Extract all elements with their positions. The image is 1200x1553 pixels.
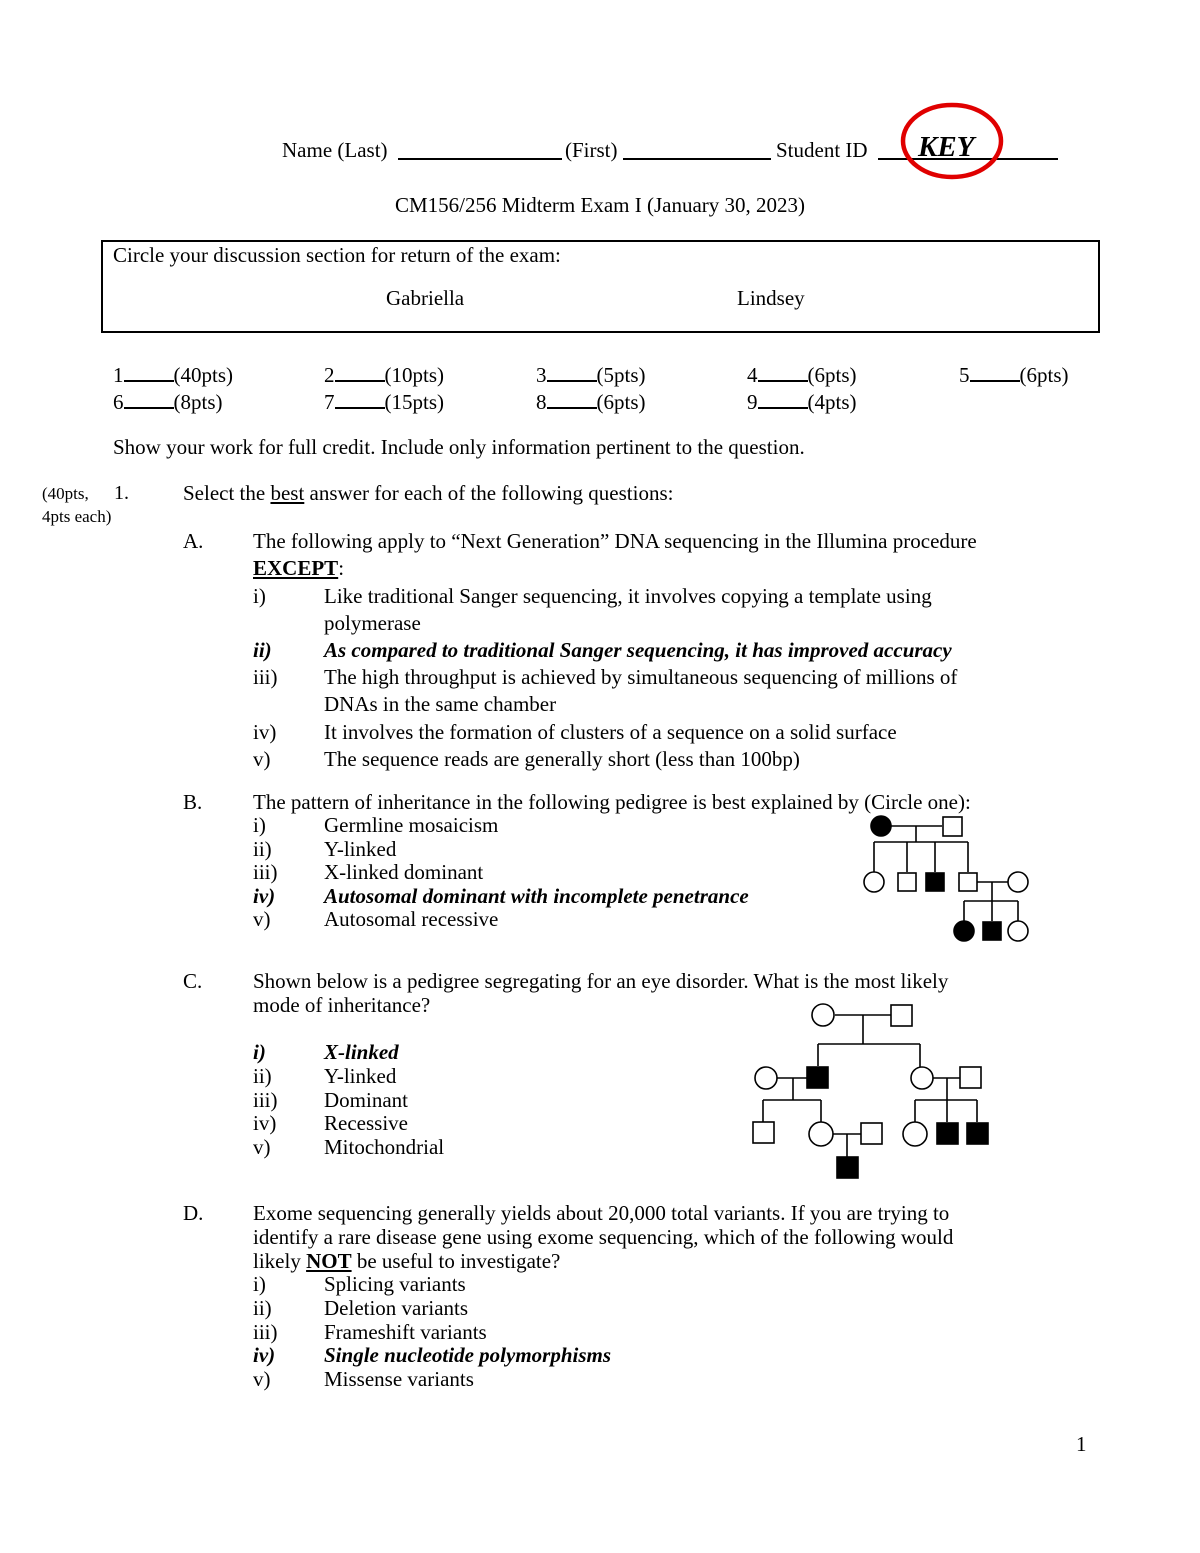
unaffected-female	[812, 1004, 834, 1026]
unaffected-male	[861, 1123, 882, 1144]
option-number-answer: iv)	[253, 1343, 276, 1367]
option-text: DNAs in the same chamber	[324, 692, 557, 716]
affected-male	[967, 1123, 988, 1144]
page-number: 1	[1076, 1432, 1087, 1456]
unaffected-female	[809, 1122, 833, 1146]
option-number: v)	[253, 907, 271, 931]
option-text: X-linked dominant	[324, 860, 484, 884]
option-text: Deletion variants	[324, 1296, 469, 1320]
option-number: iii)	[253, 860, 278, 884]
option-number-answer: ii)	[253, 638, 272, 662]
option-text: polymerase	[324, 611, 421, 635]
option-number-answer: i)	[253, 1040, 266, 1064]
name-first-label: (First)	[565, 138, 618, 162]
score-blank[interactable]	[124, 389, 174, 409]
option-text-answer: Autosomal dominant with incomplete penetrance	[324, 884, 749, 908]
option-number: ii)	[253, 837, 272, 861]
score-item: 8 (6pts)	[536, 390, 646, 414]
affected-female	[871, 816, 891, 836]
option-text-answer: As compared to traditional Sanger sequencing, it has improved accuracy	[324, 638, 952, 662]
option-text: Splicing variants	[324, 1272, 466, 1296]
q1-points: (40pts,	[42, 484, 89, 503]
name-last-label: Name (Last)	[282, 138, 388, 162]
option-text: It involves the formation of clusters of a sequence on a solid surface	[324, 720, 897, 744]
q1a-letter: A.	[183, 529, 204, 553]
q1c-stem-cont: mode of inheritance?	[253, 993, 431, 1017]
option-number: i)	[253, 813, 266, 837]
score-item: 2 (10pts)	[324, 363, 444, 387]
affected-male	[807, 1067, 828, 1088]
score-blank[interactable]	[758, 362, 808, 382]
affected-male	[926, 873, 944, 891]
option-number: ii)	[253, 1064, 272, 1088]
discussion-option-gabriella[interactable]: Gabriella	[386, 286, 465, 310]
option-text-answer: Single nucleotide polymorphisms	[324, 1343, 612, 1367]
score-item: 6 (8pts)	[113, 390, 223, 414]
score-blank[interactable]	[547, 362, 597, 382]
q1d-stem-cont: likely NOT be useful to investigate?	[253, 1249, 561, 1273]
score-blank[interactable]	[335, 389, 385, 409]
q1d-stem: Exome sequencing generally yields about 20,000 total variants. If you are trying to	[253, 1201, 950, 1225]
option-number: iv)	[253, 720, 277, 744]
option-text: Germline mosaicism	[324, 813, 499, 837]
score-blank[interactable]	[335, 362, 385, 382]
unaffected-female	[755, 1067, 777, 1089]
unaffected-female	[864, 872, 884, 892]
q1-points-detail: 4pts each)	[42, 507, 112, 526]
key-circle-annotation	[896, 100, 1008, 184]
unaffected-female	[911, 1067, 933, 1089]
unaffected-female	[1008, 872, 1028, 892]
q1d-stem-cont: identify a rare disease gene using exome sequencing, which of the following would	[253, 1225, 954, 1249]
option-text: Recessive	[324, 1111, 408, 1135]
unaffected-male	[891, 1005, 912, 1026]
option-text-answer: X-linked	[324, 1040, 399, 1064]
pedigree-b	[855, 810, 1040, 945]
unaffected-female	[1008, 921, 1028, 941]
exam-title: CM156/256 Midterm Exam I (January 30, 2023)	[394, 193, 806, 217]
option-text: The sequence reads are generally short (less than 100bp)	[324, 747, 800, 771]
unaffected-male	[898, 873, 916, 891]
affected-male	[983, 922, 1001, 940]
option-text: Y-linked	[324, 1064, 397, 1088]
score-item: 4 (6pts)	[747, 363, 857, 387]
option-number: iii)	[253, 665, 278, 689]
affected-female	[954, 921, 974, 941]
score-item: 9 (4pts)	[747, 390, 857, 414]
option-text: The high throughput is achieved by simultaneous sequencing of millions of	[324, 665, 958, 689]
q1b-stem: The pattern of inheritance in the following pedigree is best explained by (Circle one):	[253, 790, 971, 814]
option-number: iv)	[253, 1111, 277, 1135]
discussion-prompt: Circle your discussion section for return of the exam:	[113, 243, 561, 267]
score-item: 1 (40pts)	[113, 363, 233, 387]
option-number: ii)	[253, 1296, 272, 1320]
option-number: v)	[253, 1135, 271, 1159]
unaffected-male	[943, 817, 962, 836]
answer-key-label: KEY	[918, 131, 975, 163]
discussion-option-lindsey[interactable]: Lindsey	[737, 286, 805, 310]
option-text: Missense variants	[324, 1367, 474, 1391]
option-number: v)	[253, 1367, 271, 1391]
affected-male	[937, 1123, 958, 1144]
score-blank[interactable]	[124, 362, 174, 382]
score-item: 5 (6pts)	[959, 363, 1069, 387]
q1a-stem: The following apply to “Next Generation” DNA sequencing in the Illumina procedure	[253, 529, 977, 553]
q1-number: 1.	[114, 482, 129, 504]
option-text: Mitochondrial	[324, 1135, 445, 1159]
unaffected-female	[903, 1122, 927, 1146]
q1d-letter: D.	[183, 1201, 204, 1225]
option-number: iii)	[253, 1088, 278, 1112]
score-item: 7 (15pts)	[324, 390, 444, 414]
option-text: Dominant	[324, 1088, 408, 1112]
option-number: i)	[253, 1272, 266, 1296]
score-blank[interactable]	[547, 389, 597, 409]
q1c-letter: C.	[183, 969, 203, 993]
unaffected-male	[753, 1122, 774, 1143]
q1c-stem: Shown below is a pedigree segregating for an eye disorder. What is the most likely	[253, 969, 949, 993]
score-item: 3 (5pts)	[536, 363, 646, 387]
option-text: Frameshift variants	[324, 1320, 487, 1344]
option-number: v)	[253, 747, 271, 771]
option-text: Autosomal recessive	[324, 907, 499, 931]
pedigree-c	[745, 995, 1005, 1185]
name-last-field[interactable]	[398, 158, 562, 160]
score-blank[interactable]	[970, 362, 1020, 382]
score-blank[interactable]	[758, 389, 808, 409]
q1b-letter: B.	[183, 790, 203, 814]
option-number: iii)	[253, 1320, 278, 1344]
option-number: i)	[253, 584, 266, 608]
name-first-field[interactable]	[623, 158, 771, 160]
option-number-answer: iv)	[253, 884, 276, 908]
option-text: Y-linked	[324, 837, 397, 861]
option-text: Like traditional Sanger sequencing, it involves copying a template using	[324, 584, 932, 608]
unaffected-male	[959, 873, 977, 891]
instructions: Show your work for full credit. Include only information pertinent to the question.	[113, 435, 805, 459]
q1-prompt: Select the best answer for each of the following questions:	[183, 481, 674, 505]
unaffected-male	[960, 1067, 981, 1088]
affected-male	[837, 1157, 858, 1178]
student-id-label: Student ID	[776, 138, 868, 162]
q1a-except: EXCEPT:	[253, 556, 345, 580]
